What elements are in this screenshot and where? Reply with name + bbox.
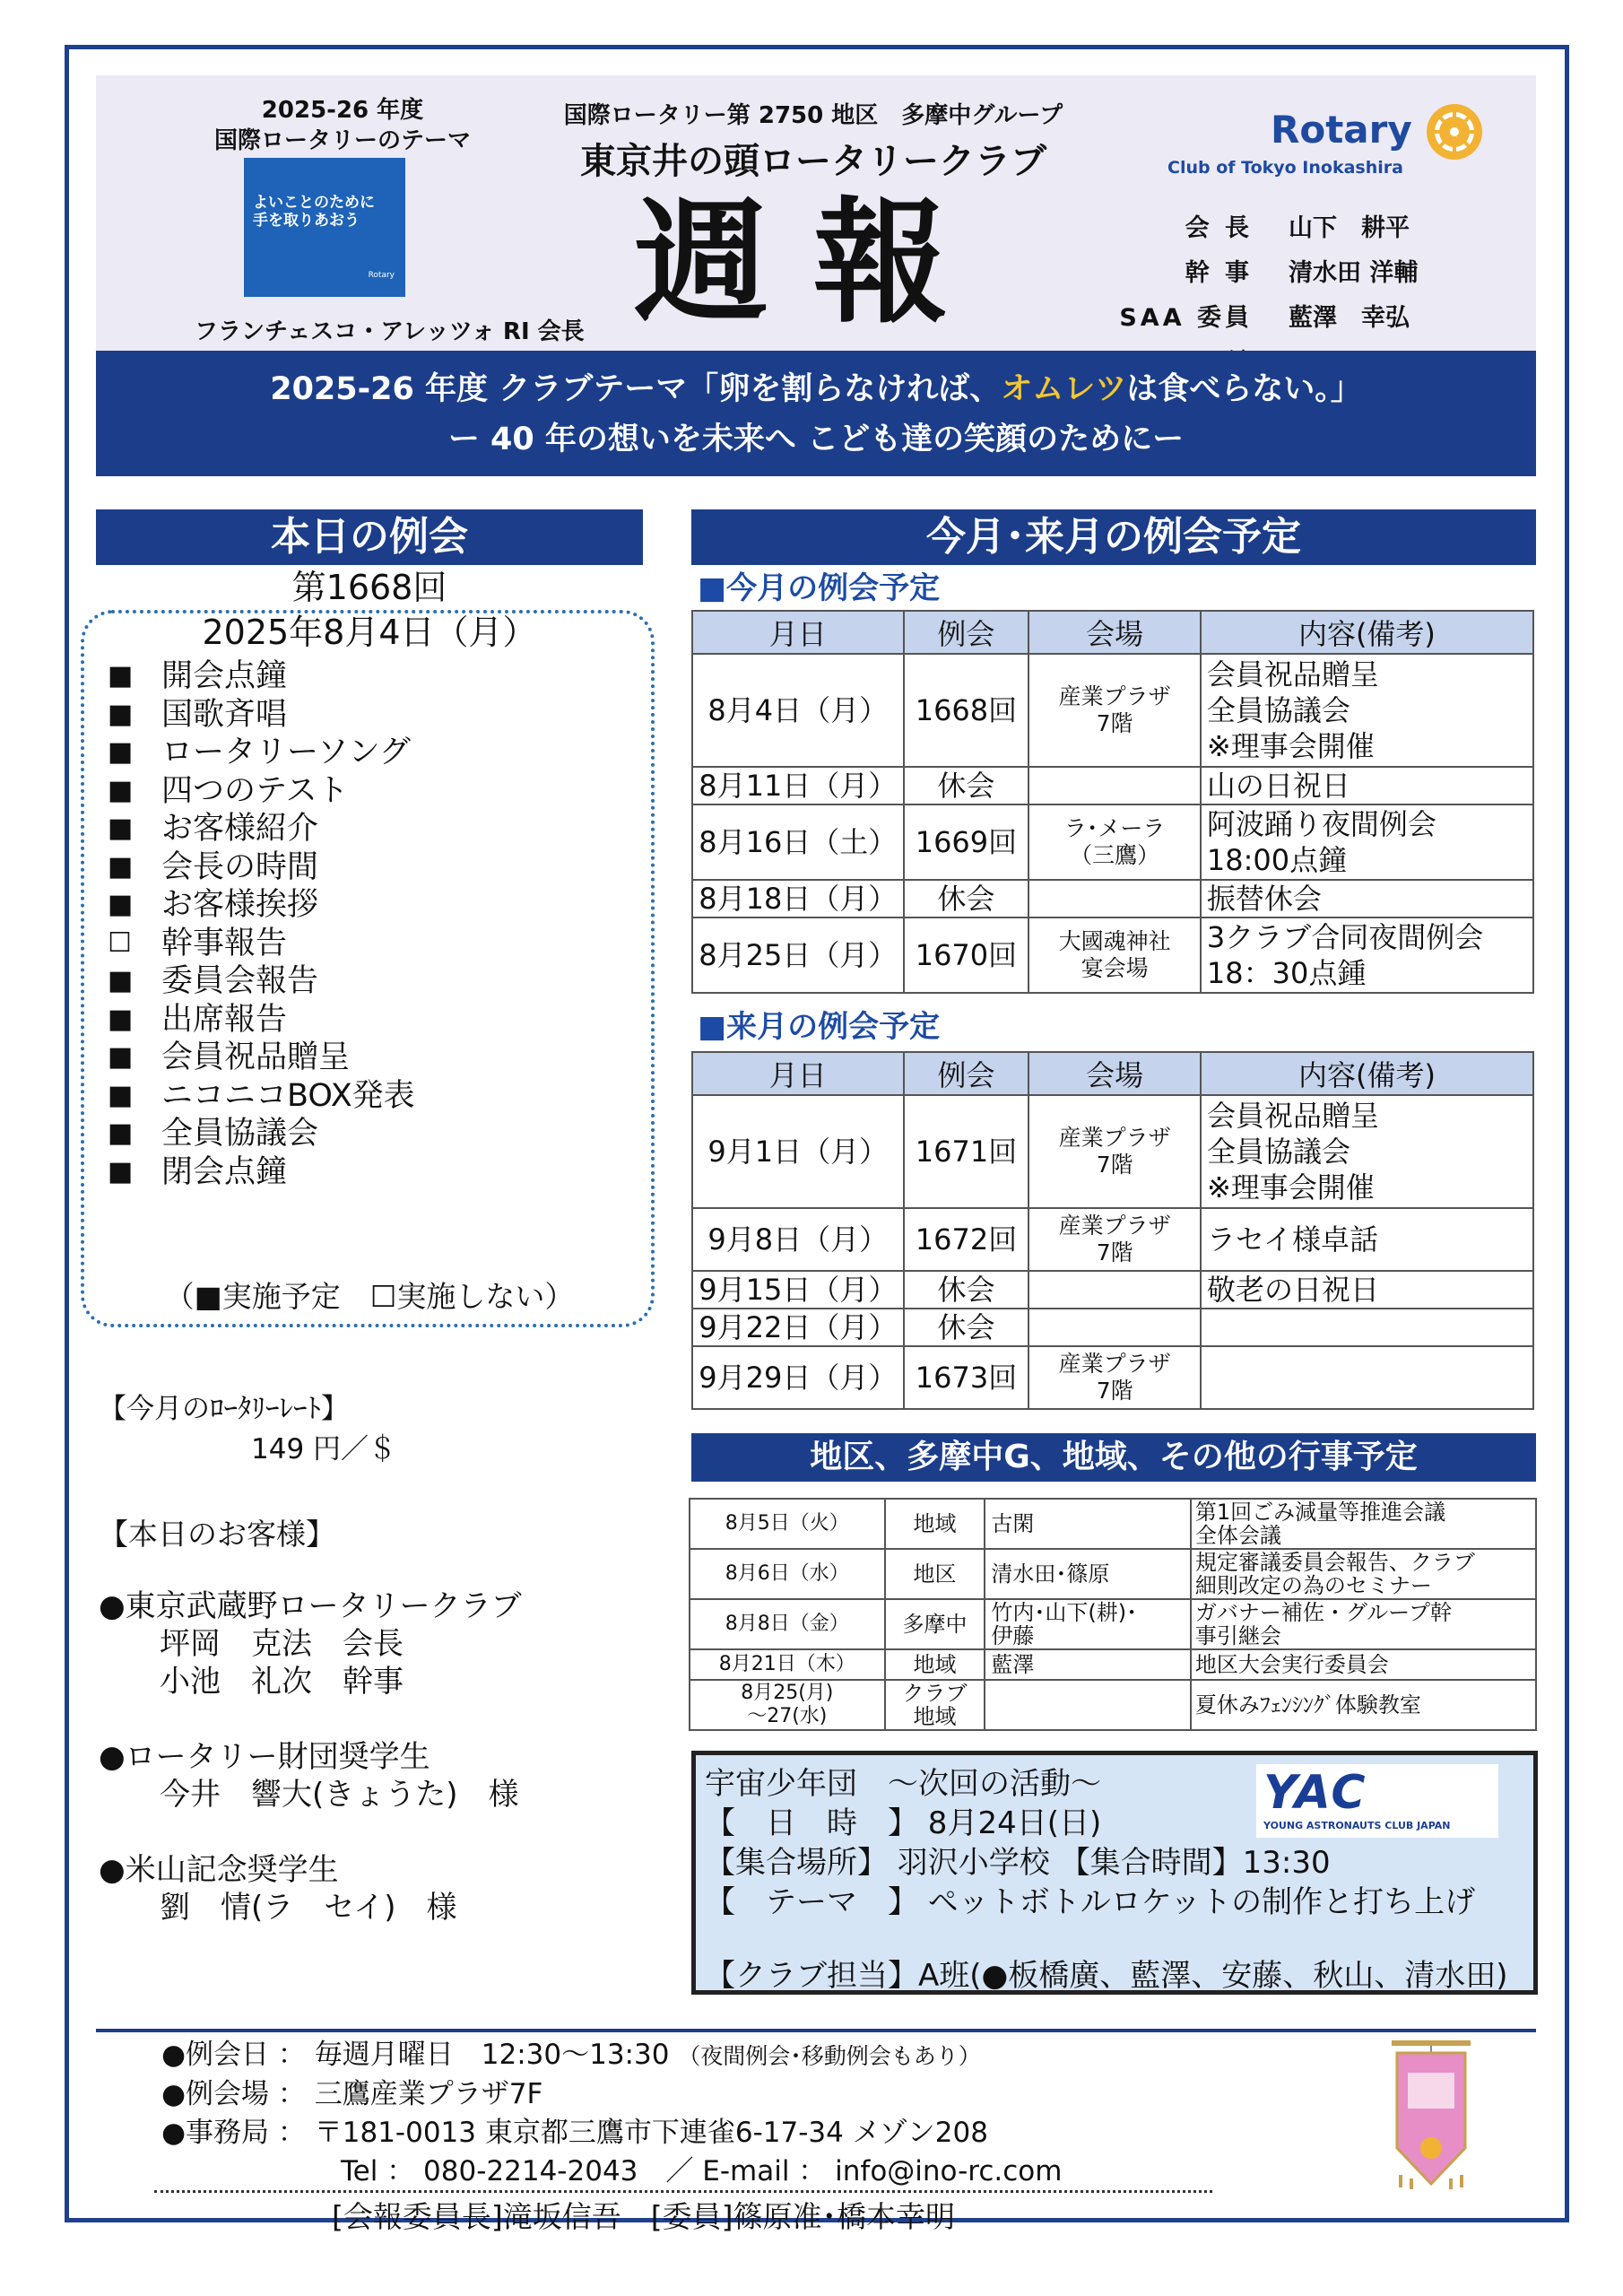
page-title: 週報 [633,186,993,342]
event-type [885,1549,985,1599]
event-who-line: 古閑 [991,1511,1035,1536]
program-legend: （■実施予定 ☐実施しない） [164,1279,575,1314]
program-label: 四つのテスト [161,772,349,809]
cell-note [1201,1346,1533,1409]
meeting-number: 第1668回 [291,568,447,607]
cell-venue [1028,1095,1201,1208]
program-label: 閉会点鐘 [161,1153,288,1190]
column-header: 会場 [1028,611,1201,654]
guest-group [99,1851,522,1926]
cell-date: 9月8日（月） [692,1208,904,1271]
yac-logo-word: YAC [1263,1766,1367,1820]
venue-line: 7階 [1096,1378,1133,1404]
note-line: 全員協議会 [1206,693,1350,727]
guest-group [99,1738,522,1813]
program-mark: ■ [108,660,134,691]
event-type [885,1499,985,1549]
cell-meeting-no: 1669回 [904,804,1029,880]
program-label: お客様挨拶 [161,887,319,923]
note-line: 全員協議会 [1206,1135,1350,1169]
yac-box [691,1751,1538,1995]
rotary-wheel-icon [1423,100,1486,163]
event-row [690,1599,1536,1649]
note-line: 18:00点鐘 [1206,843,1348,877]
cell-meeting-no: 休会 [904,880,1029,918]
event-content [1191,1499,1536,1549]
yac-staff: 【クラブ担当】A班(●板橋廣、藍澤、安藤、秋山、清水田) [705,1958,1508,1994]
program-mark: ■ [108,1155,134,1187]
note-line: 敬老の日祝日 [1206,1273,1379,1307]
program-item [108,1153,415,1192]
guest-group [99,1587,522,1700]
note-line: ※理事会開催 [1206,1170,1375,1205]
cell-note [1201,654,1533,767]
program-mark: ■ [108,813,134,844]
yac-theme: 【 テーマ 】 ペットボトルロケットの制作と打ち上げ [705,1884,1476,1920]
cell-meeting-no: 1673回 [904,1346,1029,1409]
event-row [690,1680,1536,1730]
table-row [692,1208,1533,1271]
program-mark: ■ [108,736,134,768]
program-label: 出席報告 [161,1001,288,1038]
cell-note [1201,918,1533,993]
ri-president: フランチェスコ・アレッツォ RI 会長 [195,318,585,345]
next-month-label: ■来月の例会予定 [698,1009,941,1045]
event-content [1191,1599,1536,1649]
event-content-line: 規定審議委員会報告、クラブ [1194,1550,1475,1575]
program-item [108,734,415,772]
program-mark: ■ [108,1079,134,1111]
venue-line: 産業プラザ [1058,1125,1171,1151]
cell-date: 9月22日（月） [692,1309,904,1346]
cell-meeting-no: 休会 [904,767,1029,804]
ri-theme-caption [204,95,482,156]
district-line: 国際ロータリー第 2750 地区 多摩中グループ [563,102,1063,129]
club-theme-suffix: は食べらない。」 [1126,371,1362,407]
event-date-line: 8月8日（金） [725,1613,849,1635]
note-line: ラセイ様卓話 [1206,1222,1378,1257]
event-content [1191,1680,1536,1730]
event-row [690,1549,1536,1599]
venue-line: ラ･メーラ [1063,815,1166,841]
event-date [690,1499,885,1549]
program-item [108,696,415,735]
officer-role: SAA 委員 [1119,304,1253,332]
cell-date: 9月29日（月） [692,1346,904,1409]
column-header: 月日 [692,1052,904,1095]
club-theme-line1 [96,369,1536,410]
table-row [692,880,1533,918]
rotary-logo-word: Rotary [1271,108,1412,152]
table-row [692,767,1533,804]
events-heading: 地区、多摩中G、地域、その他の行事予定 [691,1433,1536,1482]
venue-line: 産業プラザ [1058,683,1171,709]
ri-year: 2025-26 年度 [261,97,424,124]
program-label: 全員協議会 [161,1116,319,1152]
program-item [108,1077,415,1116]
yac-place: 【集合場所】 羽沢小学校 【集合時間】13:30 [705,1845,1331,1881]
event-who-line: 清水田･篠原 [991,1561,1110,1587]
rate-heading: 【今月のﾛｰﾀﾘｰﾚｰﾄ】 [99,1393,349,1425]
program-item [108,1001,415,1039]
event-type-line: 地域 [913,1511,957,1536]
note-line: 振替休会 [1206,882,1322,916]
yac-logo-sub: YOUNG ASTRONAUTS CLUB JAPAN [1263,1820,1451,1831]
column-header: 例会 [904,1052,1029,1095]
masthead [96,75,1536,351]
cell-venue [1028,1346,1201,1409]
event-content [1191,1649,1536,1680]
note-line: 3クラブ合同夜間例会 [1206,920,1484,954]
cell-date: 8月18日（月） [692,880,904,918]
table-row [692,1309,1533,1346]
event-date [690,1649,885,1680]
rate-value: 149 円／＄ [251,1433,397,1465]
program-item [108,657,415,696]
rotary-logo-club: Club of Tokyo Inokashira [1167,158,1403,178]
program-mark: ■ [108,889,134,920]
editors: [会報委員長]滝坂信吾 [委員]篠原准･橋本幸明 [332,2199,955,2234]
program-label: 開会点鐘 [161,658,288,694]
column-header: 月日 [692,611,904,654]
cell-meeting-no: 休会 [904,1309,1029,1346]
this-month-table [691,610,1534,994]
program-label: 会員祝品贈呈 [161,1039,351,1075]
cell-venue [1028,767,1201,804]
event-date-line: 8月21日（木） [718,1653,855,1675]
club-name: 東京井の頭ロータリークラブ [580,141,1046,182]
table-header-row [692,1052,1533,1095]
event-type [885,1599,985,1649]
note-line: 会員祝品贈呈 [1206,657,1379,691]
event-date [690,1549,885,1599]
venue-line: 宴会場 [1081,955,1149,981]
ri-theme-label: 国際ロータリーのテーマ [213,127,471,154]
meeting-date: 2025年8月4日（月） [202,613,537,652]
yac-date: 【 日 時 】 8月24日(日) [705,1805,1102,1841]
this-month-label: ■今月の例会予定 [698,570,941,606]
event-type-line: 地域 [913,1652,957,1677]
meeting-day-note: （夜間例会･移動例会もあり） [678,2043,981,2069]
guest-name: 小池 礼次 幹事 [160,1664,404,1700]
cell-note [1201,804,1533,880]
events-table [689,1498,1537,1731]
program-mark: ■ [108,1003,134,1035]
venue-line: 7階 [1096,1152,1133,1178]
program-label: お客様紹介 [161,811,319,847]
next-month-table [691,1051,1534,1410]
program-item [108,962,415,1001]
table-row [692,918,1533,993]
cell-venue [1028,654,1201,767]
program-mark: ☐ [108,926,132,959]
cell-meeting-no: 休会 [904,1271,1029,1309]
program-label: ロータリーソング [161,735,411,770]
guests-list [99,1587,522,1964]
ri-theme-logo [244,158,405,297]
column-header: 内容(備考) [1201,1052,1533,1095]
event-type [885,1649,985,1680]
cell-date: 8月25日（月） [692,918,904,993]
venue-line: 産業プラザ [1058,1351,1171,1377]
cell-date: 8月16日（土） [692,804,904,880]
guests-heading: 【本日のお客様】 [99,1517,335,1552]
event-row [690,1649,1536,1680]
table-row [692,804,1533,880]
venue-line: 7階 [1096,1239,1133,1265]
event-content-line: 全体会議 [1194,1523,1281,1548]
event-content-line: 地区大会実行委員会 [1194,1652,1389,1677]
cell-note [1201,767,1533,804]
column-header: 会場 [1028,1052,1201,1095]
event-content-line: ガバナー補佐・グループ幹 [1194,1600,1452,1625]
event-date [690,1680,885,1730]
cell-venue [1028,918,1201,993]
cell-note [1201,1095,1533,1208]
event-date [690,1599,885,1649]
cell-note [1201,1208,1533,1271]
event-content-line: 夏休みﾌｪﾝｼﾝｸﾞ体験教室 [1194,1692,1421,1718]
guest-name: 坪岡 克法 会長 [160,1626,404,1662]
cell-venue [1028,1208,1201,1271]
cell-venue [1028,1271,1201,1309]
program-mark: ■ [108,850,134,883]
program-label: 国歌斉唱 [161,696,288,733]
cell-meeting-no: 1672回 [904,1208,1029,1271]
event-who-line: 竹内･山下(耕)･ [991,1600,1138,1625]
footer-contact: Tel ： 080-2214-2043 ／ E-mail ： info@ino-rc.com [341,2155,1063,2187]
cell-venue [1028,880,1201,918]
today-heading: 本日の例会 [96,509,643,565]
event-who [985,1649,1191,1680]
club-theme-line2: ー 40 年の想いを未来へ こども達の笑顔のためにー [447,422,1185,457]
club-theme-highlight: オムレツ [1001,371,1127,407]
event-content [1191,1549,1536,1599]
event-content-line: 事引継会 [1194,1623,1281,1648]
note-line: 阿波踊り夜間例会 [1206,807,1436,841]
venue-line: （三鷹） [1070,842,1160,868]
officer-role: 幹 事 [1185,259,1253,287]
program-label: 委員会報告 [161,963,319,999]
program-item [108,810,415,848]
program-item [108,1039,415,1077]
club-banner-icon [1388,2040,1474,2191]
event-type-line: 多摩中 [902,1612,968,1637]
officer-row [1109,251,1486,296]
note-line: 会員祝品贈呈 [1206,1099,1379,1133]
program-mark: ■ [108,965,134,996]
officer-row [1109,206,1486,251]
program-list [108,657,415,1191]
schedule-heading: 今月･来月の例会予定 [691,509,1536,565]
yac-title: 宇宙少年団 ～次回の活動～ [705,1766,1101,1802]
table-row [692,1095,1533,1208]
event-content-line: 細則改定の為のセミナー [1194,1573,1432,1598]
column-header: 内容(備考) [1201,611,1533,654]
event-date-line: 8月6日（水） [725,1562,849,1585]
column-header: 例会 [904,611,1029,654]
program-item [108,1115,415,1153]
cell-date: 9月1日（月） [692,1095,904,1208]
cell-meeting-no: 1671回 [904,1095,1029,1208]
guest-name: 劉 情(ラ セイ) 様 [160,1890,457,1926]
footer-divider [154,2190,1212,2193]
officer-role: 会 長 [1185,214,1253,242]
program-label: 会長の時間 [161,848,319,885]
footer-info [161,2036,1062,2191]
cell-date: 8月11日（月） [692,767,904,804]
cell-note [1201,1271,1533,1309]
program-mark: ■ [108,698,134,730]
note-line: ※理事会開催 [1206,729,1375,763]
event-who [985,1499,1191,1549]
table-header-row [692,611,1533,654]
ri-theme-text: よいことのために手を取りあおう [253,194,375,230]
program-item [108,772,415,811]
cell-venue [1028,1309,1201,1346]
event-type-line: 地区 [913,1561,957,1587]
cell-date: 9月15日（月） [692,1271,904,1309]
program-item [108,925,415,963]
guest-org: ●米山記念奨学生 [99,1852,339,1888]
cell-meeting-no: 1670回 [904,918,1029,993]
table-row [692,1346,1533,1409]
yac-logo [1256,1764,1498,1838]
officer-name: 山下 耕平 [1289,214,1410,242]
program-label: ニコニコBOX発表 [161,1077,415,1114]
event-type [885,1680,985,1730]
footer-rule [96,2029,1536,2032]
cell-date: 8月4日（月） [692,654,904,767]
event-who [985,1549,1191,1599]
table-row [692,1271,1533,1309]
program-item [108,848,415,887]
event-date-line: 8月25(月) [741,1682,834,1704]
cell-note [1201,880,1533,918]
meeting-day: ●例会日 ： 毎週月曜日 12:30～13:30 [161,2039,670,2071]
cell-meeting-no: 1668回 [904,654,1029,767]
footer-venue: ●例会場 ： 三鷹産業プラザ7F [161,2078,543,2110]
officer-name: 藍澤 幸弘 [1289,304,1410,332]
cell-note [1201,1309,1533,1346]
event-type-line: 地域 [913,1704,957,1729]
note-line: 山の日祝日 [1206,769,1350,803]
event-row [690,1499,1536,1549]
guest-name: 今井 響大(きょうた) 様 [160,1777,519,1813]
ri-theme-sub: Rotary [368,271,395,280]
officer-name: 清水田 洋輔 [1289,259,1419,287]
event-date-line: 8月5日（火） [725,1512,849,1535]
club-theme-banner [96,351,1536,476]
venue-line: 大國魂神社 [1058,928,1171,954]
event-who-line: 伊藤 [991,1623,1035,1648]
footer-office: ●事務局 ： 〒181-0013 東京都三鷹市下連雀6-17-34 メゾン208 [161,2117,988,2149]
event-who [985,1599,1191,1649]
venue-line: 7階 [1096,710,1133,736]
footer-meeting-day [161,2036,1062,2075]
note-line: 18：30点鍾 [1206,956,1367,990]
guest-org: ●ロータリー財団奨学生 [99,1739,430,1775]
table-row [692,654,1533,767]
venue-line: 産業プラザ [1058,1213,1171,1239]
program-mark: ■ [108,1118,134,1149]
program-mark: ■ [108,1041,134,1073]
program-label: 幹事報告 [161,925,288,961]
guest-org: ●東京武蔵野ロータリークラブ [99,1588,522,1624]
cell-venue [1028,804,1201,880]
event-content-line: 第1回ごみ減量等推進会議 [1194,1500,1446,1525]
event-date-line: ～27(水) [747,1705,828,1727]
club-theme-prefix: 2025-26 年度 クラブテーマ「卵を割らなければ、 [270,371,1002,407]
program-item [108,886,415,925]
event-type-line: クラブ [902,1681,968,1706]
event-who-line: 藍澤 [991,1652,1035,1677]
event-who [985,1680,1191,1730]
program-mark: ■ [108,774,134,806]
